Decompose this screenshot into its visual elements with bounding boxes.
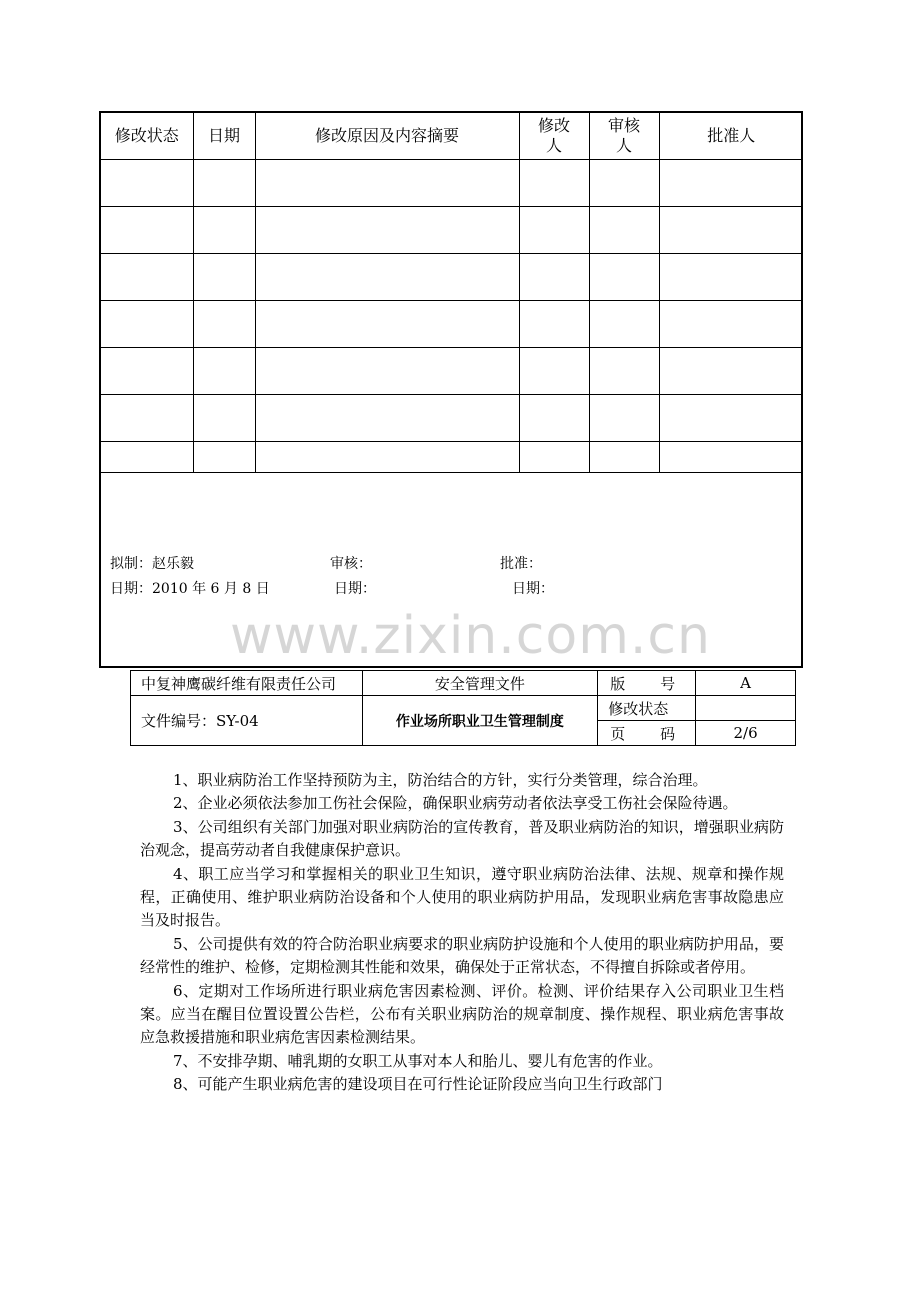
policy-body — [140, 769, 784, 1097]
doc-title: 作业场所职业卫生管理制度 — [362, 696, 598, 746]
reviewed-by: 审核： — [330, 556, 372, 572]
doc-type: 安全管理文件 — [362, 671, 598, 696]
table-row — [101, 301, 803, 348]
header-rev-status: 修改状态 — [101, 113, 193, 160]
policy-item-5: 5、公司提供有效的符合防治职业病要求的职业病防护设施和个人使用的职业病防护用品，要经常性的维护、检修，定期检测其性能和效果，确保处于正常状态，不得擅自拆除或者停用。 — [140, 934, 784, 977]
policy-item-3: 3、公司组织有关部门加强对职业病防治的宣传教育，普及职业病防治的知识，增强职业病防治观念，提高劳动者自我健康保护意识。 — [140, 817, 784, 860]
policy-item-2: 2、企业必须依法参加工伤社会保险，确保职业病劳动者依法享受工伤社会保险待遇。 — [173, 794, 738, 813]
watermark: www.zixin.com.cn — [230, 606, 711, 666]
table-row — [101, 254, 803, 301]
header-modifier: 修改人 — [519, 113, 589, 160]
policy-item-4: 4、职工应当学习和掌握相关的职业卫生知识，遵守职业病防治法律、法规、规章和操作规程，正确使用、维护职业病防治设备和个人使用的职业病防护用品，发现职业病危害事故隐患应当及时报告。 — [140, 864, 784, 930]
approved-by: 批准： — [500, 556, 542, 572]
table-row — [101, 160, 803, 207]
revision-record-box — [99, 111, 803, 668]
drafted-date: 日期：2010 年 6 月 8 日 — [110, 581, 270, 597]
rev-status-label: 修改状态 — [598, 696, 696, 721]
table-row — [101, 442, 803, 473]
table-row — [101, 395, 803, 442]
rev-status-value — [696, 696, 796, 721]
header-reviewer: 审核人 — [589, 113, 659, 160]
reviewed-date: 日期： — [334, 581, 376, 597]
page-label: 页 码 — [598, 721, 696, 746]
company-name: 中复神鹰碳纤维有限责任公司 — [131, 671, 363, 696]
revision-table-header — [101, 113, 803, 160]
table-row — [101, 348, 803, 395]
header-date: 日期 — [193, 113, 255, 160]
policy-item-6: 6、定期对工作场所进行职业病危害因素检测、评价。检测、评价结果存入公司职业卫生档案。应当在醒目位置设置公告栏，公布有关职业病防治的规章制度、操作规程、职业病危害事故应急救援措施和职业病危害因素检测结果。 — [140, 981, 784, 1047]
header-reason: 修改原因及内容摘要 — [255, 113, 519, 160]
approved-date: 日期： — [512, 581, 554, 597]
policy-item-8: 8、可能产生职业病危害的建设项目在可行性论证阶段应当向卫生行政部门 — [173, 1075, 663, 1094]
revision-table — [101, 113, 803, 473]
page-value: 2/6 — [696, 721, 796, 746]
document-header-table — [130, 670, 796, 746]
policy-item-7: 7、不安排孕期、哺乳期的女职工从事对本人和胎儿、婴儿有危害的作业。 — [173, 1051, 663, 1070]
table-row — [101, 207, 803, 254]
policy-item-1: 1、职业病防治工作坚持预防为主，防治结合的方针，实行分类管理，综合治理。 — [173, 771, 708, 789]
version-value: A — [696, 671, 796, 696]
doc-number: 文件编号：SY-04 — [131, 696, 363, 746]
drafted-by: 拟制：赵乐毅 — [110, 556, 194, 572]
header-approver: 批准人 — [659, 113, 803, 160]
version-label: 版 号 — [598, 671, 696, 696]
